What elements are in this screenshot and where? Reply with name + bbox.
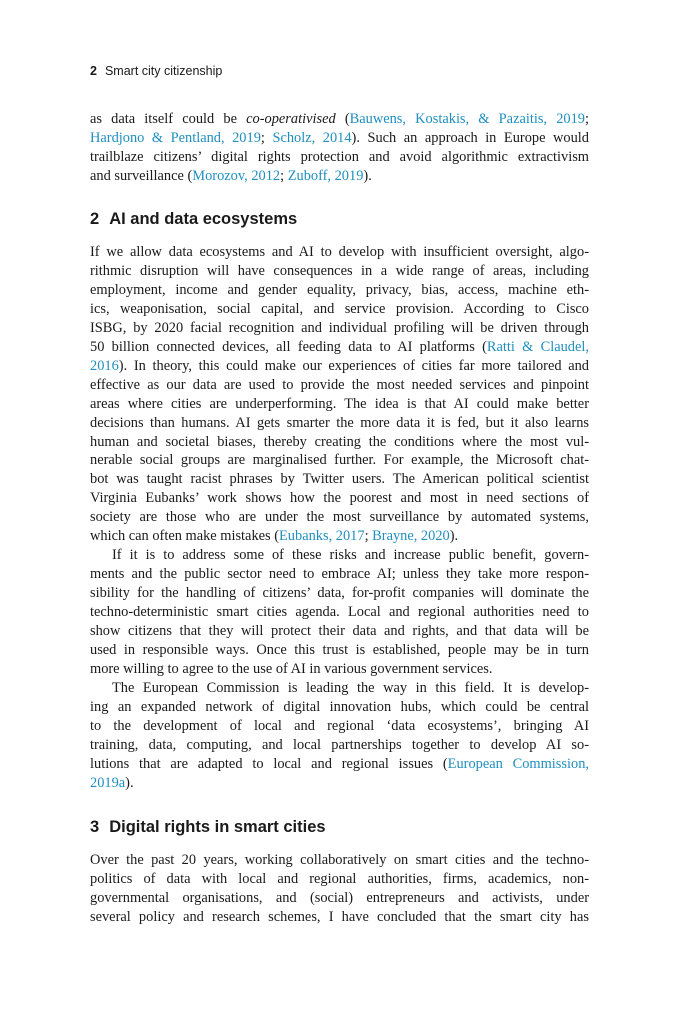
text-run: politics of data with local and regional authorities, firms, academics, non- xyxy=(90,870,589,887)
text-run: nerable social groups are marginalised further. For example, the Microsoft chat- xyxy=(90,452,589,469)
intro-paragraph xyxy=(90,110,589,186)
text-line xyxy=(90,338,589,357)
running-title: Smart city citizenship xyxy=(104,64,223,78)
text-line xyxy=(90,243,589,262)
text-line xyxy=(90,300,589,319)
text-line xyxy=(90,376,589,395)
text-line xyxy=(90,736,589,755)
citation-link[interactable]: Zuboff, 2019 xyxy=(287,167,364,184)
text-line xyxy=(90,433,589,452)
section-2-title: AI and data ecosystems xyxy=(109,210,298,228)
text-line xyxy=(90,395,589,414)
text-run: ). In theory, this could make our experiences of cities far more tailored and xyxy=(118,357,589,374)
page-number: 2 xyxy=(90,64,97,78)
text-line xyxy=(90,262,589,281)
text-run: techno-deterministic smart cities agenda. Local and regional authorities need to xyxy=(90,604,589,621)
section-2-paragraph-1 xyxy=(90,243,589,546)
text-run: ISBG, by 2020 facial recognition and individual profiling will be driven through xyxy=(90,319,589,336)
citation-link[interactable]: 2016 xyxy=(90,357,119,374)
section-3-paragraph-1 xyxy=(90,851,589,927)
text-run: If it is to address some of these risks and increase public benefit, govern- xyxy=(112,547,589,564)
text-line xyxy=(90,414,589,433)
text-line xyxy=(90,774,589,793)
text-run: sibility for the handling of citizens’ data, for-profit companies will dominate the xyxy=(90,585,589,602)
running-head xyxy=(90,64,222,78)
section-2-body xyxy=(90,243,589,793)
text-line xyxy=(90,870,589,889)
text-run: If we allow data ecosystems and AI to develop with insufficient oversight, algo- xyxy=(90,244,589,260)
text-line xyxy=(90,489,589,508)
text-run: rithmic disruption will have consequences in a wide range of areas, including xyxy=(90,262,589,279)
text-line xyxy=(90,908,589,927)
section-3-number: 3 xyxy=(90,818,100,836)
text-run: ). xyxy=(125,774,134,791)
text-line xyxy=(90,281,589,300)
text-run: and surveillance ( xyxy=(90,167,193,184)
text-line xyxy=(90,641,589,660)
text-line xyxy=(90,603,589,622)
section-3-heading xyxy=(90,818,326,837)
text-line xyxy=(90,755,589,774)
text-run: Virginia Eubanks’ work shows how the poorest and most in need sections of xyxy=(90,490,589,507)
text-run: more willing to agree to the use of AI in various government services. xyxy=(90,660,493,677)
text-run: ; xyxy=(260,129,273,146)
text-run: areas where cities are underperforming. The idea is that AI could make better xyxy=(90,395,589,412)
text-line xyxy=(90,527,589,546)
text-line xyxy=(90,679,589,698)
citation-link[interactable]: 2019a xyxy=(90,774,126,791)
citation-link[interactable]: Ratti & Claudel, xyxy=(486,338,589,355)
text-run: ; xyxy=(280,167,288,184)
text-line xyxy=(90,129,589,148)
text-line xyxy=(90,148,589,167)
text-run: trailblaze citizens’ digital rights protection and avoid algorithmic extractivism xyxy=(90,148,589,165)
citation-link[interactable]: European Commission, xyxy=(447,755,589,772)
section-3-title: Digital rights in smart cities xyxy=(109,818,326,836)
text-run: which can often make mistakes ( xyxy=(90,528,280,545)
citation-link[interactable]: Eubanks, 2017 xyxy=(279,528,365,545)
text-line xyxy=(90,717,589,736)
text-line xyxy=(90,357,589,376)
section-2-number: 2 xyxy=(90,210,100,228)
text-run: show citizens that they will protect their data and rights, and that data will be xyxy=(90,623,589,640)
text-line xyxy=(90,110,589,129)
text-line xyxy=(90,451,589,470)
text-line xyxy=(90,698,589,717)
text-run: employment, income and gender equality, privacy, bias, access, machine eth- xyxy=(90,281,589,298)
section-3-body xyxy=(90,851,589,927)
text-line xyxy=(90,470,589,489)
text-line xyxy=(90,622,589,641)
text-run: effective as our data are used to provide the most needed services and pinpoint xyxy=(90,376,589,393)
citation-link[interactable]: Scholz, 2014 xyxy=(272,129,352,146)
text-line xyxy=(90,584,589,603)
emphasis-text: co-operativised xyxy=(246,111,336,127)
citation-link[interactable]: Brayne, 2020 xyxy=(372,528,450,545)
citation-link[interactable]: Hardjono & Pentland, 2019 xyxy=(90,129,261,146)
text-line xyxy=(90,660,589,679)
text-line xyxy=(90,319,589,338)
text-run: ; xyxy=(364,528,373,545)
text-line xyxy=(90,565,589,584)
text-run: Over the past 20 years, working collaboratively on smart cities and the techno- xyxy=(90,852,589,868)
text-run: ments and the public sector need to embrace AI; unless they take more respon- xyxy=(90,566,589,583)
text-run: ( xyxy=(335,111,350,127)
text-line xyxy=(90,508,589,527)
text-run: governmental organisations, and (social) entrepreneurs and activists, under xyxy=(90,889,589,906)
text-run: training, data, computing, and local partnerships together to develop AI so- xyxy=(90,736,589,753)
text-run: 50 billion connected devices, all feeding data to AI platforms ( xyxy=(90,338,487,355)
text-run: ). xyxy=(449,528,459,545)
text-line xyxy=(90,889,589,908)
section-2-heading xyxy=(90,210,297,229)
text-run: ics, weaponisation, social capital, and service provision. According to Cisco xyxy=(90,300,589,317)
text-line xyxy=(90,167,589,186)
text-run: several policy and research schemes, I have concluded that the smart city has xyxy=(90,908,589,925)
text-run: ; xyxy=(585,111,589,127)
text-run: ). xyxy=(363,167,372,184)
text-run: society are those who are under the most surveillance by automated systems, xyxy=(90,509,589,526)
text-run: ). Such an approach in Europe would xyxy=(351,129,589,146)
citation-link[interactable]: Bauwens, Kostakis, & Pazaitis, 2019 xyxy=(349,111,585,127)
text-run: lutions that are adapted to local and regional issues ( xyxy=(90,755,448,772)
text-run: to the development of local and regional ‘data ecosystems’, bringing AI xyxy=(90,717,589,734)
citation-link[interactable]: Morozov, 2012 xyxy=(192,167,281,184)
text-run: used in responsible ways. Once this trust is established, people may be in turn xyxy=(90,642,589,659)
section-2-paragraph-3 xyxy=(90,679,589,793)
text-run: bot was taught racist phrases by Twitter users. The American political scientist xyxy=(90,471,589,488)
text-line xyxy=(90,546,589,565)
text-line xyxy=(90,851,589,870)
section-2-paragraph-2 xyxy=(90,546,589,679)
text-run: The European Commission is leading the way in this field. It is develop- xyxy=(112,679,589,696)
text-run: human and societal biases, thereby creating the conditions where the most vul- xyxy=(90,433,589,450)
text-run: as data itself could be xyxy=(90,111,247,127)
text-run: ing an expanded network of digital innovation hubs, which could be central xyxy=(90,698,589,715)
text-run: decisions than humans. AI gets smarter the more data it is fed, but it also learns xyxy=(90,414,589,431)
